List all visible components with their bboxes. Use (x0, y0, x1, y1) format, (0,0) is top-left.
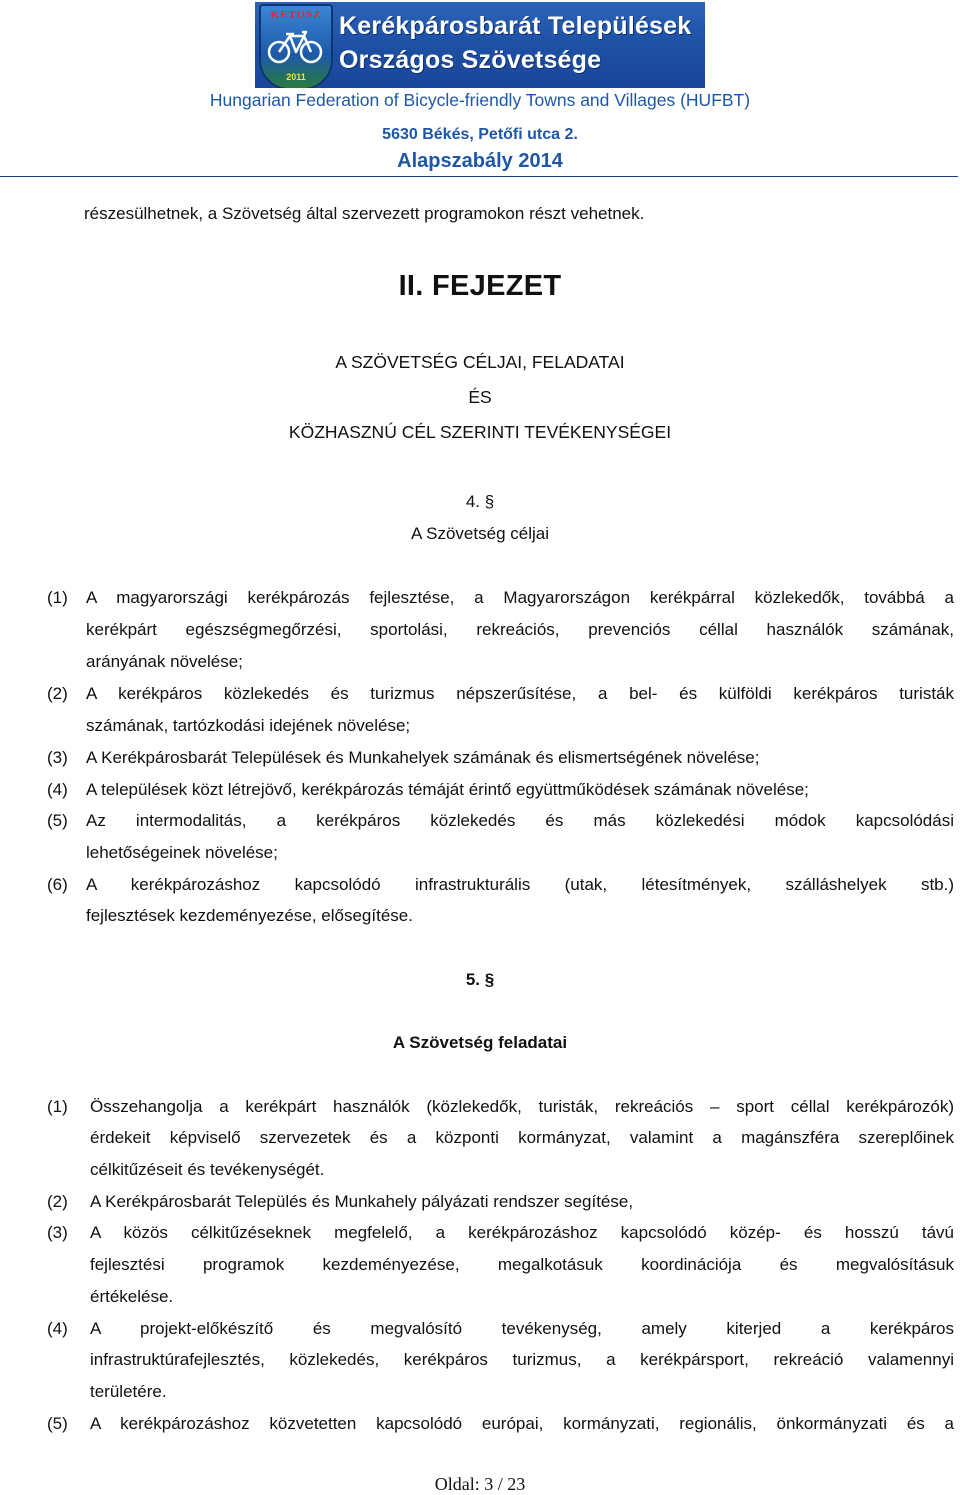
s5-item5-num: (5) (47, 1414, 68, 1433)
s4-item1-line3: arányának növelése; (86, 652, 243, 671)
s4-item3-num: (3) (47, 748, 68, 767)
logo-year: 2011 (286, 72, 306, 82)
s4-item2-num: (2) (47, 684, 68, 703)
s4-item1-line1: A magyarországi kerékpározás fejlesztése, a Magyarországon kerékpárral közlekedők, továbbá a (86, 588, 954, 607)
section4-number: 4. § (465, 492, 495, 511)
s5-item4-line2: infrastruktúrafejlesztés, közlekedés, kerékpáros turizmus, a kerékpársport, rekreáció valamennyi (90, 1350, 954, 1369)
s5-item4-num: (4) (47, 1319, 68, 1338)
page-footer (0, 1474, 960, 1495)
s4-item5-num: (5) (47, 811, 68, 830)
footer-page: 3 (484, 1474, 494, 1494)
s4-item6-line1: A kerékpározáshoz kapcsolódó infrastrukturális (utak, létesítmények, szálláshelyek stb.) (86, 875, 954, 894)
s5-item1-line2: érdekeit képviselő szervezetek és a központi kormányzat, valamint a magánszféra szereplőinek (90, 1128, 954, 1147)
banner-title-line1: Kerékpárosbarát Települések (339, 12, 692, 40)
s5-item1-line3: célkitűzéseit és tevékenységét. (90, 1160, 325, 1179)
s4-item1-line2: kerékpárt egészségmegőrzési, sportolási, rekreációs, prevenciós céllal használók számának, (86, 620, 954, 639)
s4-item5-line1: Az intermodalitás, a kerékpáros közlekedés és más közlekedési módok kapcsolódási (86, 811, 954, 830)
s5-item2-line1: A Kerékpárosbarát Település és Munkahely pályázati rendszer segítése, (90, 1192, 634, 1211)
s4-item6-num: (6) (47, 875, 68, 894)
header-banner (255, 2, 705, 88)
header-divider (0, 176, 958, 177)
s5-item5-line1: A kerékpározáshoz közvetetten kapcsolódó európai, kormányzati, regionális, önkormányzati és a (90, 1414, 954, 1433)
intro-line: részesülhetnek, a Szövetség által szervezett programokon részt vehetnek. (84, 204, 645, 223)
s4-item5-line2: lehetőségeinek növelése; (86, 843, 278, 862)
footer-separator: / (497, 1474, 503, 1494)
organization-english-name: Hungarian Federation of Bicycle-friendly Towns and Villages (HUFBT) (209, 90, 751, 110)
s4-item2-line1: A kerékpáros közlekedés és turizmus népszerűsítése, a bel- és külföldi kerékpáros turisták (86, 684, 954, 703)
banner-title-line2: Országos Szövetsége (339, 46, 602, 74)
logo-text: KETOSZ (270, 9, 322, 21)
s5-item4-line3: területére. (90, 1382, 167, 1401)
footer-label: Oldal: (434, 1474, 480, 1494)
s4-item3-line1: A Kerékpárosbarát Települések és Munkahelyek számának és elismertségének növelése; (86, 748, 760, 767)
section5-number: 5. § (465, 970, 495, 989)
footer-total: 23 (507, 1474, 526, 1494)
s5-item3-line2: fejlesztési programok kezdeményezése, megalkotásuk koordinációja és megvalósításuk (90, 1255, 954, 1274)
s4-item2-line2: számának, tartózkodási idejének növelése; (86, 716, 411, 735)
document-title: Alapszabály 2014 (397, 150, 563, 172)
section5-title: A Szövetség feladatai (392, 1033, 568, 1052)
organization-address: 5630 Békés, Petőfi utca 2. (382, 126, 578, 143)
chapter-title: II. FEJEZET (398, 270, 562, 302)
s5-item1-num: (1) (47, 1097, 68, 1116)
s4-item6-line2: fejlesztések kezdeményezése, elősegítése. (86, 906, 413, 925)
chapter-subtitle-3: KÖZHASZNÚ CÉL SZERINTI TEVÉKENYSÉGEI (288, 422, 672, 442)
ketosz-logo (259, 4, 333, 88)
s5-item2-num: (2) (47, 1192, 68, 1211)
section4-title: A Szövetség céljai (411, 524, 549, 543)
chapter-subtitle-1: A SZÖVETSÉG CÉLJAI, FELADATAI (335, 352, 625, 372)
s4-item4-line1: A települések közt létrejövő, kerékpározás témáját érintő együttműködések számának növelése; (86, 780, 809, 799)
s5-item3-num: (3) (47, 1223, 68, 1242)
s5-item1-line1: Összehangolja a kerékpárt használók (közlekedők, turisták, rekreációs – sport céllal kerékpározók) (90, 1097, 954, 1116)
s5-item3-line1: A közös célkitűzéseknek megfelelő, a kerékpározáshoz kapcsolódó közép- és hosszú távú (90, 1223, 954, 1242)
bicycle-icon (266, 28, 324, 64)
s4-item1-num: (1) (47, 588, 68, 607)
s4-item4-num: (4) (47, 780, 68, 799)
chapter-subtitle-2: ÉS (468, 387, 492, 407)
s5-item4-line1: A projekt-előkészítő és megvalósító tevékenység, amely kiterjed a kerékpáros (90, 1319, 954, 1338)
s5-item3-line3: értékelése. (90, 1287, 174, 1306)
